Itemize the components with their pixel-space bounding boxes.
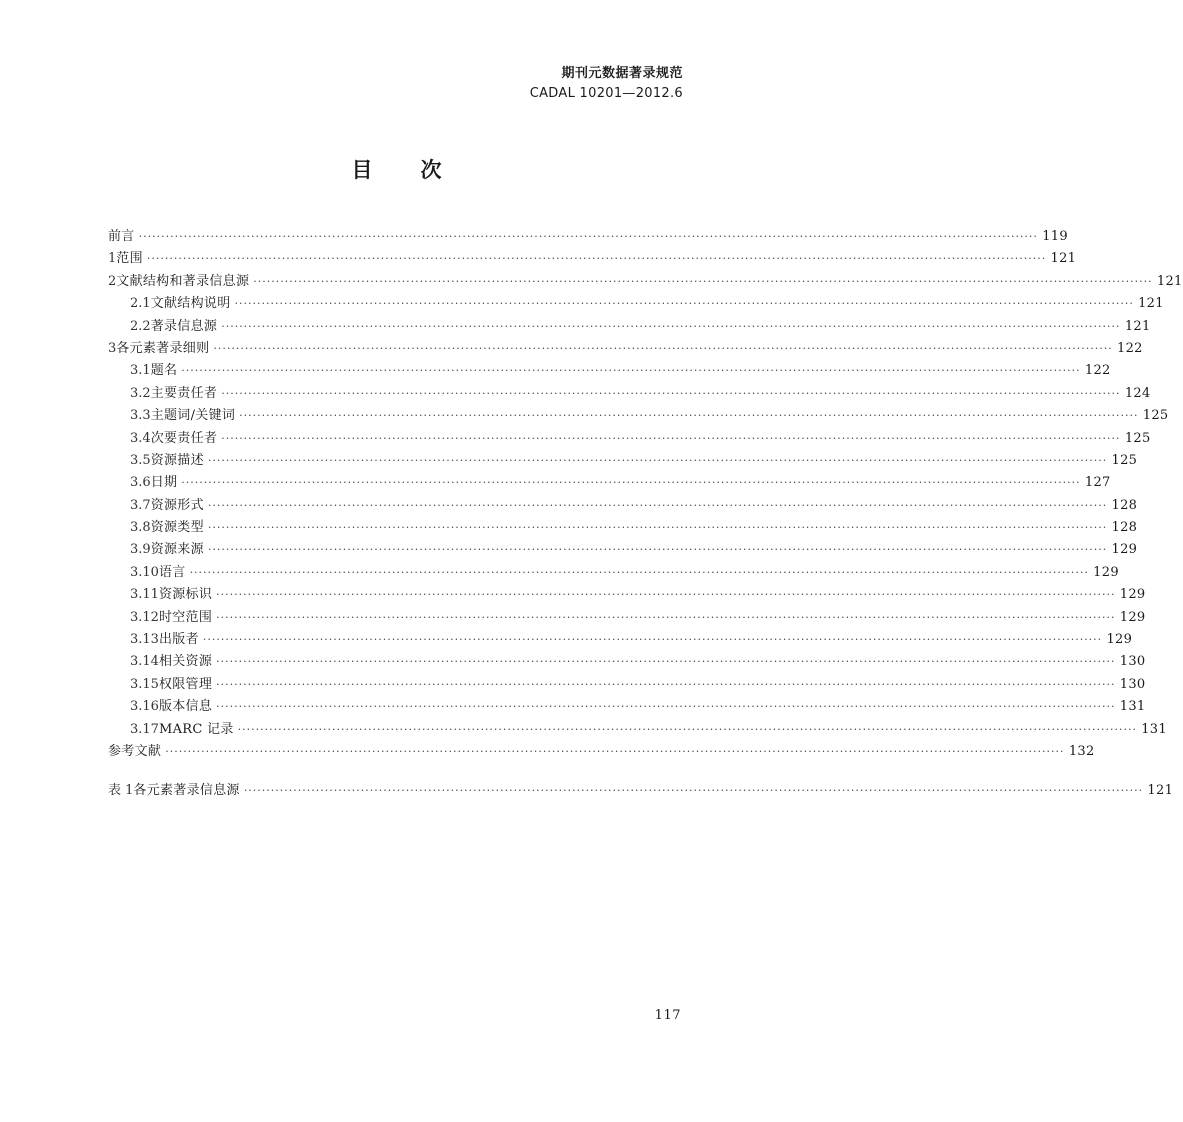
toc-entry-label: 资源描述: [150, 452, 204, 468]
page-number: 117: [654, 1008, 681, 1023]
toc-entry-number: 3.10: [130, 564, 159, 580]
toc-entry-page: 125: [1124, 430, 1151, 446]
toc-entry-page: 121: [1138, 296, 1164, 312]
toc-entry[interactable]: [108, 696, 1146, 718]
toc-entry-number: 3.15: [130, 676, 159, 692]
toc-entry-label: 著录信息源: [150, 318, 218, 334]
toc-entry[interactable]: [108, 248, 1077, 270]
toc-entry-label: 主题词/关键词: [150, 408, 236, 424]
dot-leader: ········································································································································································································: [181, 476, 1081, 490]
table-list-entry[interactable]: [108, 780, 1174, 802]
toc-entry-page: 129: [1119, 609, 1146, 625]
dot-leader: ········································································································································································································: [138, 230, 1038, 243]
toc-entry[interactable]: [108, 338, 1143, 360]
toc-entry-number: 2.2: [130, 318, 151, 334]
toc-entry-number: 3.3: [130, 408, 151, 424]
dot-leader: ········································································································································································································: [237, 722, 1137, 736]
toc-entry-label: 参考文献: [108, 743, 162, 759]
toc-entry-page: 128: [1111, 497, 1138, 513]
running-header: [530, 64, 683, 104]
toc-entry[interactable]: [108, 562, 1119, 584]
dot-leader: ········································································································································································································: [146, 252, 1047, 266]
toc-entry-number: 3.9: [130, 542, 151, 558]
toc-entry-number: 3.5: [130, 452, 151, 468]
dot-leader: ········································································································································································································: [181, 364, 1081, 378]
toc-entry-label: 版本信息: [158, 699, 213, 715]
toc-entry[interactable]: [108, 271, 1183, 293]
toc-entry-label: 资源形式: [150, 497, 204, 513]
dot-leader: ········································································································································································································: [221, 386, 1121, 400]
toc-entry-number: 2.1: [130, 296, 151, 312]
dot-leader: ········································································································································································································: [207, 521, 1108, 535]
dot-leader: ········································································································································································································: [207, 543, 1108, 557]
page-title: [0, 154, 793, 184]
toc-entry[interactable]: [108, 674, 1146, 696]
toc-entry-label: 题名: [150, 363, 178, 379]
toc-entry[interactable]: [108, 383, 1151, 405]
toc-entry-page: 121: [1124, 318, 1151, 334]
toc-entry-number: 2: [108, 273, 117, 289]
toc-entry-page: 127: [1084, 475, 1111, 491]
toc-entry-page: 121: [1156, 273, 1183, 289]
toc-entry-label: 文献结构和著录信息源: [116, 273, 250, 289]
dot-leader: ········································································································································································································: [207, 453, 1108, 467]
toc-entry-label: 主要责任者: [150, 385, 218, 401]
toc-entry[interactable]: [108, 405, 1169, 427]
list-of-tables: [108, 780, 1174, 802]
toc-entry[interactable]: [108, 651, 1146, 673]
toc-entry-page: 129: [1093, 564, 1119, 580]
toc-entry-number: 3.2: [130, 385, 151, 401]
toc-entry-page: 131: [1119, 699, 1146, 715]
toc-entry-number: 3: [108, 340, 117, 356]
toc-entry-page: 124: [1124, 385, 1151, 401]
toc-entry-number: 3.11: [130, 587, 159, 603]
toc-entry-number: 3.8: [130, 520, 151, 536]
toc-entry[interactable]: [108, 450, 1138, 472]
toc-entry-label: 各元素著录细则: [116, 340, 210, 356]
toc-entry-page: 130: [1119, 654, 1146, 670]
toc-entry-page: 125: [1111, 452, 1138, 468]
dot-leader: ········································································································································································································: [243, 784, 1144, 797]
toc-entry[interactable]: [108, 584, 1146, 606]
toc-entry-page: 132: [1068, 743, 1095, 759]
dot-leader: ········································································································································································································: [165, 744, 1065, 758]
toc-entry[interactable]: [108, 517, 1138, 539]
toc-entry-number: 3.13: [130, 632, 159, 648]
header-code: CADAL 10201—2012.6: [529, 86, 683, 101]
dot-leader: ········································································································································································································: [221, 319, 1121, 333]
toc-entry-label: 各元素著录信息源: [133, 783, 240, 798]
toc-entry-page: 122: [1117, 340, 1143, 356]
toc-entry-number: 3.14: [130, 654, 159, 670]
dot-leader: ········································································································································································································: [216, 588, 1116, 602]
dot-leader: ········································································································································································································: [189, 565, 1089, 579]
toc-entry-number: 3.7: [130, 497, 151, 513]
toc-entry-label: MARC 记录: [158, 721, 234, 737]
dot-leader: ········································································································································································································: [216, 677, 1116, 691]
toc-entry-page: 131: [1141, 721, 1167, 737]
dot-leader: ········································································································································································································: [221, 431, 1121, 445]
toc-entry-page: 129: [1111, 542, 1138, 558]
toc-entry-page: 121: [1050, 251, 1077, 267]
toc-entry-label: 相关资源: [158, 654, 213, 670]
toc-entry-number: 表 1: [108, 783, 134, 798]
toc-entry[interactable]: [108, 495, 1138, 517]
toc-entry[interactable]: [108, 428, 1151, 450]
toc-entry-page: 122: [1084, 363, 1111, 379]
toc-entry-number: 3.17: [130, 721, 159, 737]
toc-entry[interactable]: [108, 316, 1151, 338]
dot-leader: ········································································································································································································: [253, 274, 1153, 288]
toc-entry[interactable]: [108, 539, 1138, 561]
toc-entry-page: 121: [1147, 783, 1174, 798]
toc-entry-label: 日期: [150, 475, 178, 491]
toc-entry[interactable]: [108, 719, 1167, 741]
toc-entry-label: 语言: [158, 564, 186, 580]
toc-entry[interactable]: [108, 741, 1095, 763]
toc-entry-label: 出版者: [158, 632, 199, 648]
table-of-contents: [108, 226, 1183, 763]
dot-leader: ········································································································································································································: [239, 409, 1139, 423]
page-title-part2: 次: [420, 158, 442, 182]
toc-entry-number: 3.16: [130, 699, 159, 715]
toc-entry-number: 1: [108, 251, 117, 267]
toc-entry-number: 3.12: [130, 609, 159, 625]
toc-entry-page: 129: [1119, 587, 1146, 603]
toc-entry[interactable]: [108, 293, 1164, 315]
toc-entry-number: 3.4: [130, 430, 151, 446]
page-title-part1: 目: [351, 158, 373, 182]
toc-entry-label: 前言: [108, 229, 135, 244]
dot-leader: ········································································································································································································: [234, 297, 1134, 311]
toc-entry[interactable]: [108, 607, 1146, 629]
dot-leader: ········································································································································································································: [207, 498, 1108, 512]
toc-entry-number: 3.6: [130, 475, 151, 491]
dot-leader: ········································································································································································································: [213, 341, 1113, 355]
toc-entry[interactable]: [108, 226, 1068, 248]
toc-entry[interactable]: [108, 629, 1133, 651]
toc-entry-page: 130: [1119, 676, 1146, 692]
header-title: 期刊元数据著录规范: [561, 66, 683, 81]
toc-entry[interactable]: [108, 472, 1111, 494]
dot-leader: ········································································································································································································: [216, 655, 1116, 669]
toc-entry-page: 128: [1111, 520, 1138, 536]
toc-entry-label: 资源标识: [158, 587, 213, 603]
toc-entry-number: 3.1: [130, 363, 151, 379]
toc-entry-label: 文献结构说明: [150, 296, 231, 312]
toc-entry-page: 129: [1106, 632, 1133, 648]
toc-entry-label: 范围: [116, 251, 143, 267]
toc-entry[interactable]: [108, 360, 1111, 382]
toc-entry-label: 资源来源: [150, 542, 204, 558]
dot-leader: ········································································································································································································: [216, 610, 1116, 624]
toc-entry-page: 119: [1042, 229, 1068, 244]
toc-entry-page: 125: [1142, 408, 1169, 424]
dot-leader: ········································································································································································································: [202, 633, 1103, 647]
toc-entry-label: 权限管理: [158, 676, 213, 692]
toc-entry-label: 资源类型: [150, 520, 204, 536]
dot-leader: ········································································································································································································: [216, 700, 1116, 714]
toc-entry-label: 次要责任者: [150, 430, 218, 446]
toc-entry-label: 时空范围: [158, 609, 213, 625]
